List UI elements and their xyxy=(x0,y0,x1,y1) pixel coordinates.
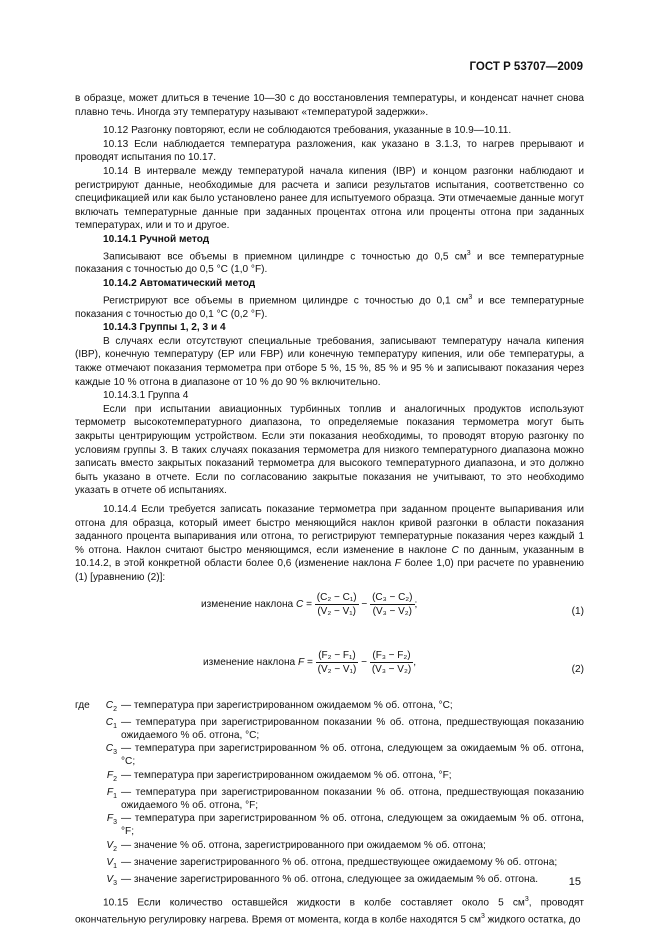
symbol-letter: F xyxy=(106,786,114,798)
text: жидкого остатка, до xyxy=(484,914,581,926)
document-body xyxy=(75,92,584,927)
symbol-subscript: 1 xyxy=(113,862,117,870)
clause-10-12: 10.12 Разгонку повторяют, если не соблюдаются требования, указанные в 10.9—10.11. xyxy=(103,125,512,137)
where-cell xyxy=(75,716,95,742)
symbol-letter: F xyxy=(106,813,114,825)
definition-row xyxy=(75,769,584,786)
definition-row xyxy=(75,742,584,768)
heading-text: 10.14.1 Ручной метод xyxy=(103,233,210,245)
definition-symbol xyxy=(95,839,121,856)
where-cell xyxy=(75,873,95,890)
text: Регистрируют все объемы в приемном цилиндре с точностью до 0,1 см xyxy=(103,295,469,307)
text: более 1,0) при расчете по уравнению (1) [уравнению (2)]: xyxy=(75,558,584,583)
symbol-letter: C xyxy=(105,743,114,755)
clause-10-14: 10.14 В интервале между температурой начала кипения (IBP) и концом разгонки наблюдают и регистрируют данные, необходимые для расчета и записи результатов испытания, соответственно со спецификацией или как было установлено ранее для испытуемого образца. Эти отмечаемые данные могут включать температурные данные при заданных процентах отгона или проценты отгона при заданных температурах, или и то и другое. xyxy=(75,165,584,232)
equation-lhs: изменение наклона xyxy=(203,656,298,668)
definition-symbol xyxy=(95,699,121,716)
intro-paragraph: в образце, может длиться в течение 10—30 с до восстановления температуры, и конденсат начнет снова плавно течь. Иногда эту температуру называют «температурой задержки». xyxy=(75,93,584,118)
equation-2 xyxy=(75,649,584,693)
equation-tail: , xyxy=(413,656,416,668)
text: 10.14.4 Если требуется записать показание термометра при заданном проценте выпаривания или отгона для образца, который имеет быстро меняющийся наклон кривой разгонки в области показания заданного процента выпаривания или отгона, то регистрируют температурные показания через каждый 1 % отгона. Наклон считают быстро меняющимся, если изменение в наклоне xyxy=(75,503,584,556)
heading-text: 10.14.2 Автоматический метод xyxy=(103,278,256,290)
text: , проводят окончательную регулировку нагрева. Время от момента, когда в колбе находятся 5 см xyxy=(75,897,584,926)
fraction xyxy=(316,649,359,676)
equation-number: (2) xyxy=(571,663,584,675)
symbol-letter: V xyxy=(106,856,114,868)
where-cell xyxy=(75,769,95,786)
text: по данным, указанным в 10.14.2, в этой конкретной области более 0,6 (изменение наклона xyxy=(75,544,584,570)
equation-lhs: изменение наклона xyxy=(201,598,296,610)
definition-text: — температура при зарегистрированном % об. отгона, следующем за ожидаемым % об. отгона, °F; xyxy=(121,813,584,838)
denominator: (V₂ − V₁) xyxy=(317,663,357,675)
definition-symbol xyxy=(95,742,121,768)
superscript: 3 xyxy=(468,293,473,301)
heading-10-14-3-1: 10.14.3.1 Группа 4 xyxy=(103,390,189,402)
variable-definitions xyxy=(75,699,584,891)
clause-10-14-2 xyxy=(75,291,584,322)
variable: C xyxy=(451,544,459,556)
definition-text: — температура при зарегистрированном ожидаемом % об. отгона, °F; xyxy=(121,769,452,781)
heading-10-14-1 xyxy=(75,233,584,247)
definition-text: — значение % об. отгона, зарегистрированного при ожидаемом % об. отгона; xyxy=(121,839,486,851)
symbol-letter: C xyxy=(105,716,114,728)
symbol-subscript: 2 xyxy=(113,775,117,783)
page-number: 15 xyxy=(568,876,581,888)
definition-row xyxy=(75,839,584,856)
text: и все температурные показания с точностью до 0,5 °C (1,0 °F). xyxy=(75,250,584,276)
text: Записывают все объемы в приемном цилиндре с точностью до 0,5 см xyxy=(103,250,467,262)
definition-text: — значение зарегистрированного % об. отгона, предшествующее ожидаемому % об. отгона; xyxy=(121,856,558,868)
equation-1 xyxy=(75,591,584,635)
definition-text: — температура при зарегистрированном показании % об. отгона, предшествующая показанию ожидаемого % об. отгона, °C; xyxy=(121,716,584,741)
heading-text: 10.14.3 Группы 1, 2, 3 и 4 xyxy=(103,322,226,334)
heading-10-14-3 xyxy=(75,321,584,335)
numerator: (C₃ − C₂) xyxy=(372,591,413,603)
symbol-subscript: 3 xyxy=(113,880,117,888)
definition-symbol xyxy=(95,873,121,890)
definition-text: — значение зарегистрированного % об. отгона, следующее за ожидаемым % об. отгона. xyxy=(121,874,539,885)
where-cell xyxy=(75,742,95,768)
heading-10-14-2 xyxy=(75,277,584,291)
symbol-subscript: 3 xyxy=(113,819,117,827)
clause-10-13: 10.13 Если наблюдается температура разложения, как указано в 3.1.3, то нагрев прерывают и проводят испытания по 10.17. xyxy=(75,138,584,164)
where-cell xyxy=(75,856,95,873)
superscript: 3 xyxy=(480,913,485,921)
symbol-subscript: 3 xyxy=(113,749,117,757)
symbol-letter: V xyxy=(106,839,114,851)
definition-row xyxy=(75,699,584,716)
definition-row xyxy=(75,786,584,812)
variable: F xyxy=(394,558,401,570)
symbol-letter: C xyxy=(105,699,114,711)
document-header: ГОСТ Р 53707—2009 xyxy=(469,61,583,73)
fraction xyxy=(370,591,414,618)
equation-number: (1) xyxy=(571,605,584,617)
clause-10-15 xyxy=(75,893,584,927)
fraction xyxy=(315,591,359,618)
definition-row xyxy=(75,873,584,890)
equation-tail: ; xyxy=(414,598,418,610)
where-cell xyxy=(75,812,95,838)
clause-10-14-3: В случаях если отсутствуют специальные требования, записывают температуру начала кипения (IBP), конечную температуру (EP или FBP) или конечную температуру кипения, или обе температуры, а также отмечают показания термометра при отборе 5 %, 15 %, 85 % и 95 % и записывают показания через каждые 10 % отгона в диапазоне от 10 % до 90 % включительно. xyxy=(75,335,584,388)
symbol-subscript: 2 xyxy=(113,845,117,853)
symbol-subscript: 1 xyxy=(113,722,117,730)
where-cell xyxy=(75,839,95,856)
equation-variable: C xyxy=(295,598,304,610)
symbol-letter: F xyxy=(106,769,114,781)
definition-row xyxy=(75,856,584,873)
numerator: (C₂ − C₁) xyxy=(316,591,357,603)
definition-symbol xyxy=(95,812,121,838)
text: и все температурные показания с точностью до 0,1 °C (0,2 °F). xyxy=(75,295,585,320)
definition-text: — температура при зарегистрированном % об. отгона, следующем за ожидаемым % об. отгона, °C; xyxy=(121,743,584,768)
definition-row xyxy=(75,812,584,838)
numerator: (F₂ − F₁) xyxy=(316,649,359,663)
equation-variable: F xyxy=(297,656,305,668)
definition-text: — температура при зарегистрированном показании % об. отгона, предшествующая показанию ожидаемого % об. отгона, °F; xyxy=(121,786,584,811)
definition-symbol xyxy=(95,786,121,812)
symbol-letter: V xyxy=(106,874,114,885)
superscript: 3 xyxy=(466,249,471,257)
definition-symbol xyxy=(95,769,121,786)
where-cell: где xyxy=(75,699,90,711)
clause-10-14-4 xyxy=(75,503,584,585)
symbol-subscript: 1 xyxy=(113,792,117,800)
clause-10-14-1 xyxy=(75,247,584,278)
definition-row xyxy=(75,716,584,742)
where-cell xyxy=(75,786,95,812)
text: 10.15 Если количество оставшейся жидкости в колбе составляет около 5 см xyxy=(103,897,525,909)
definition-symbol xyxy=(95,716,121,742)
denominator: (V₃ − V₂) xyxy=(371,663,412,675)
superscript: 3 xyxy=(524,896,529,904)
symbol-subscript: 2 xyxy=(113,705,117,713)
definition-text: — температура при зарегистрированном ожидаемом % об. отгона, °C; xyxy=(121,699,453,711)
definition-symbol xyxy=(95,856,121,873)
numerator: (F₃ − F₂) xyxy=(370,649,413,663)
denominator: (V₂ − V₁) xyxy=(317,605,356,617)
denominator: (V₃ − V₂) xyxy=(372,605,412,617)
equation-body: изменение наклона C = $\frac{\text{(C₂ − C₁)}}{\text{(V₂ − V₁)}}$ − $\frac{\text{(C₃ − C₂)}}{\text{(V₃ − V₂)}}$ ; xyxy=(201,591,418,617)
clause-10-14-3-1: Если при испытании авиационных турбинных топлив и аналогичных продуктов используют термометр высокотемпературного диапазона, то определяемые показания термометра могут быть закрыты центрирующим устройством. Если эти показания необходимы, то проводят вторую разгонку по условиям группы 3. В таких случаях показания термометра для низкого температурного диапазона можно записать вместо закрытых показаний термометра для высокого температурного диапазона, и это должно быть указано в отчете. Если по согласованию закрытые показания не учитывают, то это необходимо указать в отчете об испытаниях. xyxy=(75,403,584,497)
fraction xyxy=(370,649,413,676)
equation-body: изменение наклона F = $\frac{\text{(F₂ − F₁)}}{\text{(V₂ − V₁)}}$ − $\frac{\text{(F₃ − F₂)}}{\text{(V₃ − V₂)}}$ , xyxy=(203,649,416,675)
